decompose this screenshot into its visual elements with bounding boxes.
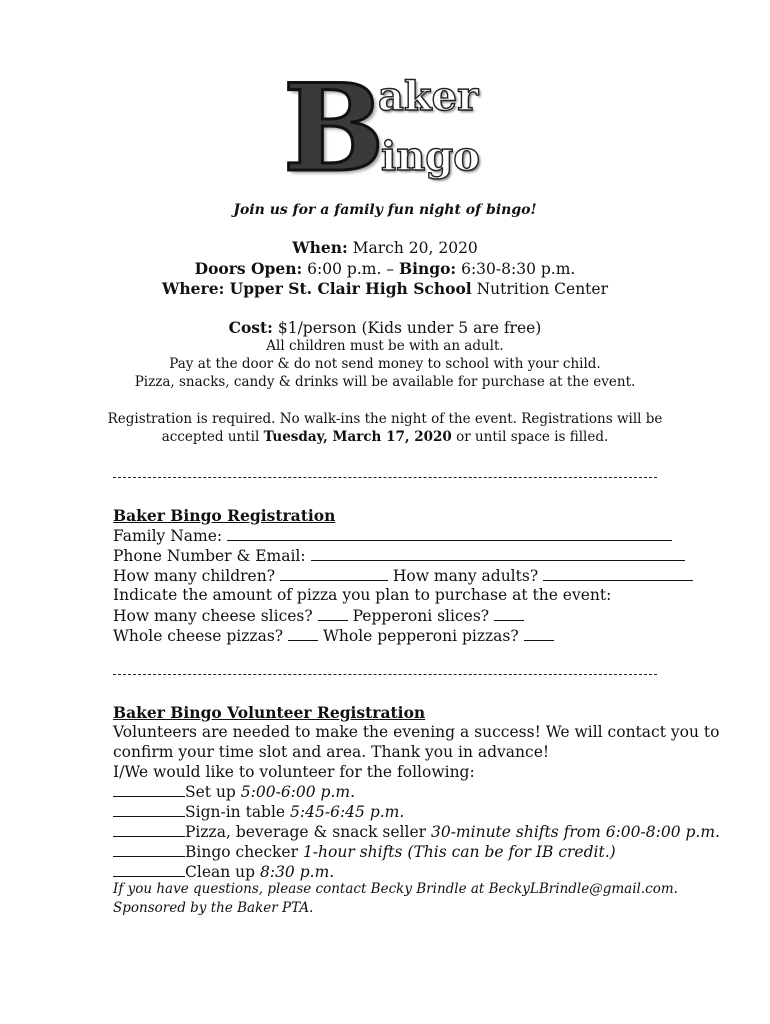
cut-line-divider <box>113 477 657 478</box>
volunteer-option-signin <box>113 802 404 821</box>
pepperoni-slices-label: Pepperoni slices? <box>347 607 495 625</box>
checker-blank[interactable] <box>113 842 185 857</box>
when-label: When: <box>292 238 348 257</box>
phone-email-blank[interactable] <box>311 546 685 561</box>
volunteer-option-checker <box>113 842 616 861</box>
event-where <box>0 279 770 298</box>
slices-row <box>113 606 524 625</box>
children-adults-row <box>113 566 693 585</box>
where-label: Where: Upper St. Clair High School <box>162 279 472 298</box>
seller-task: Pizza, beverage & snack seller <box>185 823 431 841</box>
note-payment: Pay at the door & do not send money to school with your child. <box>169 356 601 372</box>
bingo-label: Bingo: <box>399 259 457 278</box>
volunteer-option-setup <box>113 782 355 801</box>
volunteer-intro-1: Volunteers are needed to make the evening a success! We will contact you to <box>113 723 720 741</box>
phone-email-label: Phone Number & Email: <box>113 547 311 565</box>
cheese-slices-blank[interactable] <box>318 606 348 621</box>
whole-pepperoni-blank[interactable] <box>524 626 554 641</box>
registration-required-line: Registration is required. No walk-ins the night of the event. Registrations will be <box>107 411 663 427</box>
adults-blank[interactable] <box>543 566 693 581</box>
baker-bingo-logo <box>283 58 483 199</box>
pizza-intro: Indicate the amount of pizza you plan to purchase at the event: <box>113 586 612 604</box>
seller-detail: 30-minute shifts from 6:00-8:00 p.m. <box>430 823 720 841</box>
children-blank[interactable] <box>280 566 388 581</box>
checker-detail: 1-hour shifts (This can be for IB credit.) <box>302 843 616 861</box>
whole-pepperoni-label: Whole pepperoni pizzas? <box>318 627 524 645</box>
cost-value: $1/person (Kids under 5 are free) <box>272 319 542 337</box>
children-label: How many children? <box>113 567 280 585</box>
whole-pizzas-row <box>113 626 554 645</box>
seller-blank[interactable] <box>113 822 185 837</box>
family-name-blank[interactable] <box>227 526 672 541</box>
setup-task: Set up <box>185 783 241 801</box>
cut-line-divider-2 <box>113 674 657 675</box>
cost-label: Cost: <box>228 318 273 337</box>
volunteer-option-cleanup <box>113 862 334 881</box>
registration-heading: Baker Bingo Registration <box>113 506 336 525</box>
note-food: Pizza, snacks, candy & drinks will be available for purchase at the event. <box>134 374 636 390</box>
registration-deadline-line <box>0 429 770 445</box>
cleanup-task: Clean up <box>185 863 260 881</box>
adults-label: How many adults? <box>387 567 544 585</box>
family-name-row <box>113 526 672 545</box>
event-times <box>0 259 770 278</box>
volunteer-intro-3: I/We would like to volunteer for the following: <box>113 763 475 781</box>
bingo-value: 6:30-8:30 p.m. <box>456 260 576 278</box>
tagline: Join us for a family fun night of bingo! <box>233 202 537 218</box>
deadline-pre: accepted until <box>161 429 264 445</box>
contact-note: If you have questions, please contact Becky Brindle at BeckyLBrindle@gmail.com. <box>113 881 678 897</box>
event-cost <box>0 318 770 337</box>
doors-label: Doors Open: <box>194 259 303 278</box>
signin-task: Sign-in table <box>185 803 291 821</box>
setup-blank[interactable] <box>113 782 185 797</box>
cleanup-detail: 8:30 p.m. <box>259 863 335 881</box>
setup-detail: 5:00-6:00 p.m. <box>240 783 356 801</box>
phone-email-row <box>113 546 685 565</box>
volunteer-intro-2: confirm your time slot and area. Thank you in advance! <box>113 743 550 761</box>
volunteer-heading: Baker Bingo Volunteer Registration <box>113 703 426 722</box>
volunteer-option-seller <box>113 822 720 841</box>
doors-value: 6:00 p.m. – <box>302 260 399 278</box>
where-value: Nutrition Center <box>471 280 608 298</box>
signin-blank[interactable] <box>113 802 185 817</box>
family-name-label: Family Name: <box>113 527 228 545</box>
note-adult: All children must be with an adult. <box>266 338 504 354</box>
when-value: March 20, 2020 <box>347 239 478 257</box>
whole-cheese-blank[interactable] <box>288 626 318 641</box>
cheese-slices-label: How many cheese slices? <box>113 607 318 625</box>
event-when <box>0 238 770 257</box>
deadline-post: or until space is filled. <box>451 429 609 445</box>
pepperoni-slices-blank[interactable] <box>494 606 524 621</box>
cleanup-blank[interactable] <box>113 862 185 877</box>
logo-word-ingo: ingo <box>381 133 480 180</box>
sponsor-note: Sponsored by the Baker PTA. <box>113 900 314 916</box>
checker-task: Bingo checker <box>185 843 303 861</box>
whole-cheese-label: Whole cheese pizzas? <box>113 627 289 645</box>
logo-word-aker: aker <box>378 73 479 120</box>
signin-detail: 5:45-6:45 p.m. <box>290 803 405 821</box>
logo-initial: B <box>283 58 385 199</box>
deadline-date: Tuesday, March 17, 2020 <box>263 429 452 445</box>
